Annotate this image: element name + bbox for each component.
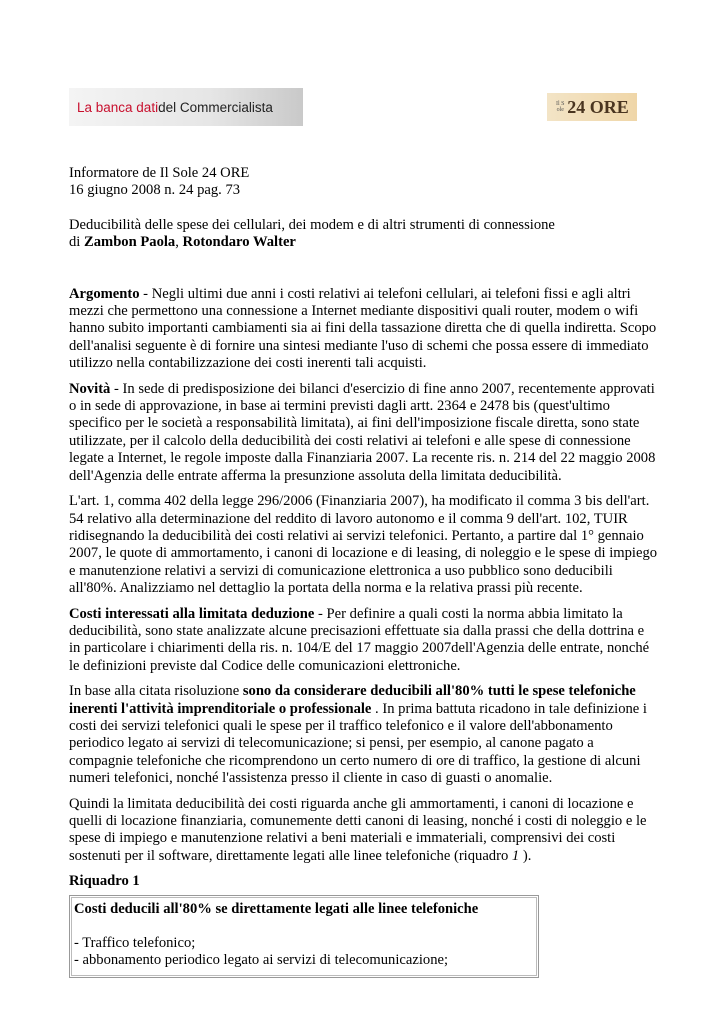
paragraph-text: ). [519, 847, 532, 864]
publication-name: Informatore de Il Sole 24 ORE [69, 165, 250, 181]
riquadro-item: - abbonamento periodico legato ai servizi di telecomunicazione; [74, 952, 449, 969]
article-content [69, 165, 659, 978]
logo-main: 24 ORE [567, 96, 629, 117]
paragraph-text: Quindi la limitata deducibilità dei costi riguarda anche gli ammortamenti, i canoni di locazione e quelli di locazione finanziaria, comunemente detti canoni di leasing, nonché i costi di noleggio e le spese di impiego e manutenzione relativi a beni materiali e immateriali, comprensivi dei costi sostenuti per il software, direttamente legati alle linee telefoniche (riquadro [69, 795, 647, 864]
paragraph-text: . In prima battuta ricadono in tale definizione i costi dei servizi telefonici quali le spese per il traffico telefonico e il valore dell'abbonamento periodico legato ai servizi di telecomunicazione; si pensi, per esempio, al canone pagato a compagnie telefoniche che ricomprendono un certo numero di ore di traffico, la gestione di alcuni numeri telefonici, nonché l'assistenza presso il cliente in caso di guasti o anomalie. [69, 700, 647, 787]
author-separator: , [175, 234, 183, 251]
logo-text-dark: del Commercialista [158, 99, 273, 115]
riquadro-title: Costi deducili all'80% se direttamente legati alle linee telefoniche [74, 900, 479, 917]
paragraph-label: Argomento [69, 285, 140, 302]
paragraph-text: - Negli ultimi due anni i costi relativi ai telefoni cellulari, ai telefoni fissi e agli altri mezzi che permettono una connessione a Internet mediante dispositivi quali router, modem o wifi hanno subito importanti cambiamenti sia ai fini della tassazione diretta che di quella indiretta. Scopo dell'analisi seguente è di fornire una sintesi mediante l'uso di schemi che possa essere di immediato utilizzo nella contabilizzazione dei costi inerenti tali acquisti. [69, 285, 657, 372]
riquadro-reference-link[interactable]: 1 [511, 847, 520, 864]
sole-24-ore-logo [547, 93, 637, 121]
paragraph-argomento [69, 286, 659, 373]
author-link-2[interactable]: Rotondaro Walter [182, 234, 296, 251]
riquadro-label: Riquadro 1 [69, 873, 140, 890]
paragraph-bold-text: sono da considerare deducibili all'80% tutti le spese telefoniche inerenti l'attività imprenditoriale o professionale [69, 683, 636, 717]
logo-prefix: Il Sole [555, 101, 565, 113]
byline [69, 234, 659, 251]
paragraph-text: In base alla citata risoluzione [69, 683, 243, 700]
byline-prefix: di [69, 234, 84, 251]
paragraph-text: - In sede di predisposizione dei bilanci d'esercizio di fine anno 2007, recentemente approvati o in sede di approvazione, in base ai termini previsti dagli artt. 2364 e 2478 bis (quest'ultimo specifico per le società a responsabilità limitata), ai fini dell'imposizione fiscale diretta, sono state utilizzate, per il calcolo della deducibilità dei costi relativi ai telefoni e alle spese di connessione legate a Internet, le regole imposte dalla Finanziaria 2007. La recente ris. n. 214 del 22 maggio 2008 dell'Agenzia delle entrate afferma la presunzione assoluta della limitata deducibilità. [69, 380, 656, 484]
paragraph-ammortamenti [69, 796, 659, 866]
logo-text-red: La banca dati [77, 99, 159, 115]
paragraph-costi-interessati [69, 606, 659, 676]
paragraph-label: Costi interessati alla limitata deduzione [69, 605, 315, 622]
paragraph-novita [69, 381, 659, 485]
paragraph-label: Novità [69, 380, 111, 397]
issue-info: 16 giugno 2008 n. 24 pag. 73 [69, 182, 241, 199]
paragraph-text: - Per definire a quali costi la norma abbia limitato la deducibilità, sono state analizzate alcune precisazioni effettuate sia dalla prassi che della dottrina e in particolare i chiarimenti della ris. n. 104/E del 17 maggio 2007dell'Agenzia delle entrate, nonché le definizioni previste dal Codice delle comunicazioni elettroniche. [69, 605, 650, 674]
author-link-1[interactable]: Zambon Paola [84, 234, 176, 251]
riquadro-box [69, 895, 539, 978]
article-title: Deducibilità delle spese dei cellulari, dei modem e di altri strumenti di connessione [69, 216, 555, 233]
paragraph-risoluzione [69, 683, 659, 787]
riquadro-item: - Traffico telefonico; [74, 935, 196, 952]
banca-dati-logo [69, 88, 303, 126]
paragraph-legge: L'art. 1, comma 402 della legge 296/2006 (Finanziaria 2007), ha modificato il comma 3 bis dell'art. 54 relativo alla determinazione del reddito di lavoro autonomo e il comma 9 dell'art. 102, TUIR ridisegnando la deducibilità dei costi relativi ai servizi telefonici. Pertanto, a partire dal 1° gennaio 2007, le quote di ammortamento, i canoni di locazione e di leasing, di noleggio e le spese di impiego e manutenzione relativi a servizi di comunicazione elettronica a uso pubblico sono deducibili all'80%. Analizziamo nel dettaglio la portata della norma e la relativa prassi più recente. [69, 493, 658, 597]
riquadro-box-inner [71, 897, 537, 976]
